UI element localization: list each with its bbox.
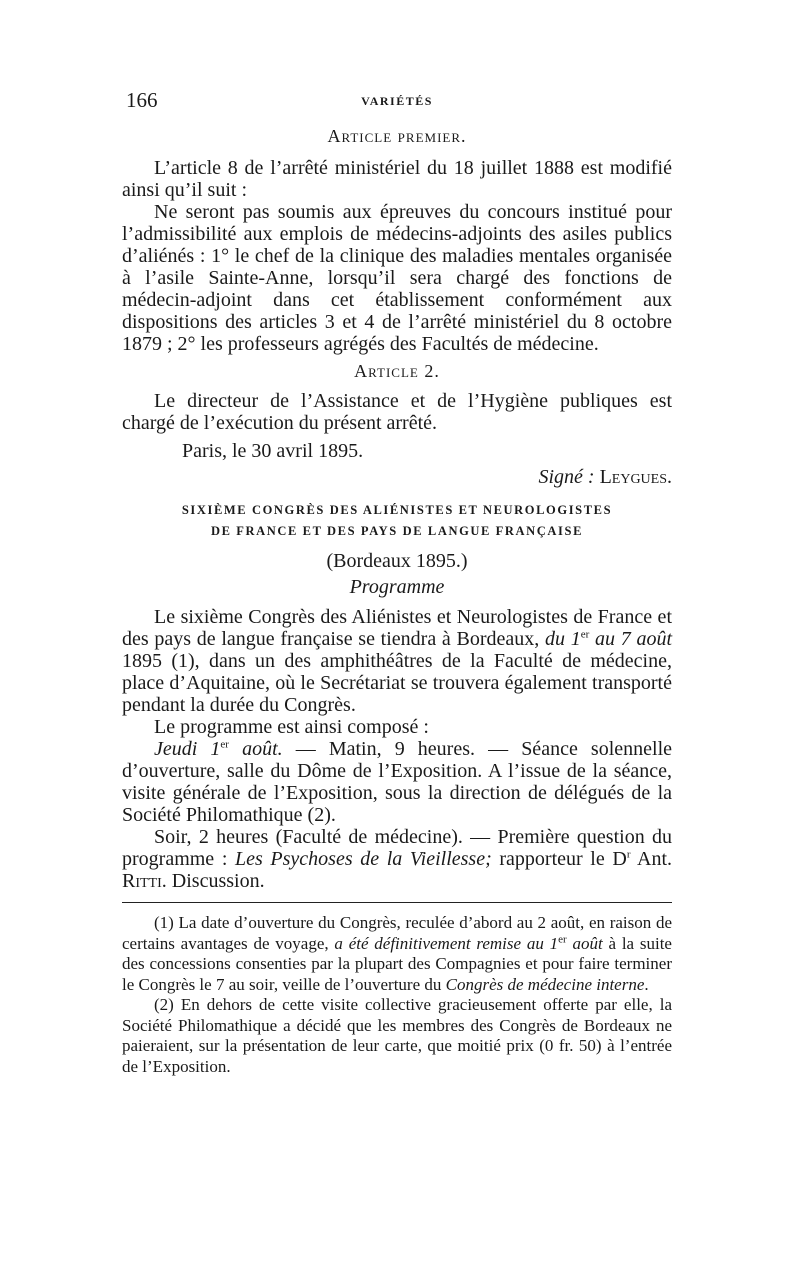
article1-paragraph-2: Ne seront pas soumis aux épreuves du concours institué pour l’admissibilité aux emplois de médecins-adjoints des asiles publics d’aliénés : 1° le chef de la clinique des maladies mentales organisée à l’asile Sainte-Anne, lorsqu’il sera chargé des fonctions de médecin-adjoint dans cet établissement conformément aux dispositions des articles 3 et 4 de l’arrêté ministériel du 8 octobre 1879 ; 2° les professeurs agrégés des Facultés de médecine.	[122, 201, 672, 355]
congress-p4-a: Soir, 2 heures (Faculté de médecine). — Première question du programme :	[122, 826, 672, 870]
congress-p3-date-b: août.	[228, 738, 283, 760]
footnote-2: (2) En dehors de cette visite collective gracieusement offerte par elle, la Société Philomathique a décidé que les membres des Congrès de Bordeaux ne paieraient, sur la présentation de leur carte, que moitié prix (0 fr. 50) à l’entrée de l’Exposition.	[122, 995, 672, 1076]
congress-p3-rest: — Matin, 9 heures. — Séance solennelle d’ouverture, salle du Dôme de l’Exposition. A l’issue de la séance, visite générale de l’Exposition, sous la direction de délégués de la Société Philomathique (2).	[122, 738, 673, 826]
place-date: Paris, le 30 avril 1895.	[182, 440, 364, 462]
congress-paragraph-3	[122, 738, 672, 826]
congress-p4-b: rapporteur le D	[491, 848, 627, 870]
congress-p4-title: Les Psychoses de la Vieillesse;	[235, 848, 492, 870]
congress-p1-b: 1895 (1), dans un des amphithéâtres de la Faculté de médecine, place d’Aquitaine, où le Secrétariat se trouvera également transporté pendant la durée du Congrès.	[122, 650, 672, 716]
footnote-1	[122, 913, 672, 995]
footnote-1-c: .	[644, 974, 649, 994]
signatory-name: Leygues.	[599, 466, 672, 488]
footnote-1-sup: er	[558, 932, 567, 945]
article-premier-heading: Article premier.	[327, 126, 467, 146]
congress-title	[122, 500, 672, 542]
congress-p4-c: Ant.	[630, 848, 673, 870]
congress-p3-date: Jeudi 1	[154, 738, 221, 760]
congress-paragraph-2: Le programme est ainsi composé :	[154, 716, 429, 738]
congress-p1-a: Le sixième Congrès des Aliénistes et Neurologistes de France et des pays de langue française se tiendra à Bordeaux,	[122, 606, 672, 650]
footnote-1-ital-2: août	[566, 933, 603, 953]
article1-paragraph-1: L’article 8 de l’arrêté ministériel du 18 juillet 1888 est modifié ainsi qu’il suit :	[122, 157, 672, 201]
footnote-1-b: à la suite des concessions consenties par la plupart des Compagnies et pour faire terminer le Congrès le 7 au soir, veille de l’ouverture du	[122, 933, 672, 994]
page-number: 166	[126, 88, 158, 112]
programme-label-text: Programme	[349, 576, 445, 598]
congress-p3-sup: er	[220, 738, 229, 751]
congress-title-line-1: SIXIÈME CONGRÈS DES ALIÉNISTES ET NEUROLOGISTES	[181, 503, 613, 517]
congress-p4-sup: r	[626, 848, 631, 861]
congress-paragraph-1	[122, 606, 672, 716]
congress-location: (Bordeaux 1895.)	[326, 550, 468, 572]
congress-title-line-2: DE FRANCE ET DES PAYS DE LANGUE FRANÇAISE	[210, 524, 584, 538]
signature-line	[122, 466, 672, 488]
congress-p4-name: Ritti	[122, 870, 162, 892]
congress-p1-sup: er	[580, 628, 590, 641]
document-page	[122, 88, 672, 1077]
footnote-divider	[122, 902, 672, 903]
programme-label	[122, 574, 672, 600]
running-head: VARIÉTÉS	[361, 94, 433, 108]
footnote-1-ital-3: Congrès de médecine interne	[445, 974, 645, 994]
congress-p1-date-a: du 1	[545, 628, 581, 650]
congress-paragraph-4	[122, 826, 672, 892]
congress-p4-d: . Discussion.	[161, 870, 265, 892]
footnote-1-ital-1: a été définitivement remise au 1	[334, 933, 559, 953]
congress-p1-date-b: au 7 août	[589, 628, 673, 650]
footnotes	[122, 913, 672, 1077]
article-2-heading: Article 2.	[354, 361, 440, 381]
article2-paragraph: Le directeur de l’Assistance et de l’Hygiène publiques est chargé de l’exécution du présent arrêté.	[122, 390, 672, 434]
footnote-1-a: (1) La date d’ouverture du Congrès, reculée d’abord au 2 août, en raison de certains avantages de voyage,	[122, 913, 672, 953]
page-header	[122, 88, 672, 118]
signed-label: Signé :	[538, 466, 595, 488]
